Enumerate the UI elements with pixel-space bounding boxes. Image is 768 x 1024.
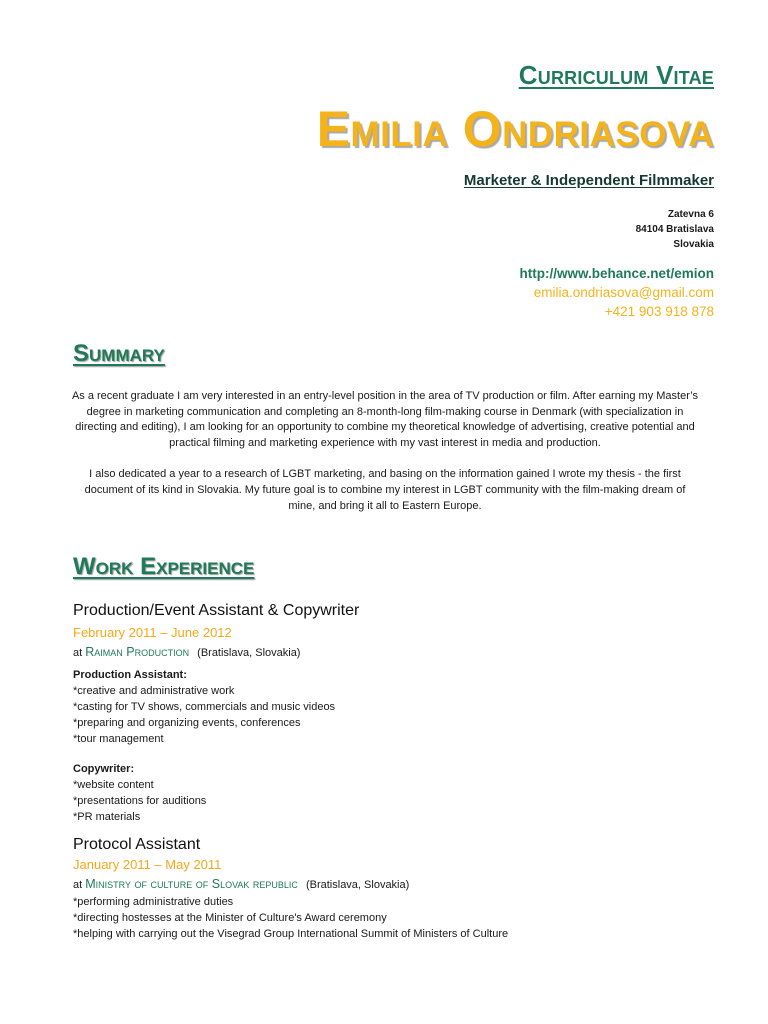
job-title: Protocol Assistant xyxy=(73,836,201,853)
employer-name: Ministry of culture of Slovak republic xyxy=(85,877,298,891)
duty-item: *PR materials xyxy=(73,811,141,823)
duty-item: *creative and administrative work xyxy=(73,685,235,697)
cv-heading: Curriculum Vitae xyxy=(518,60,714,90)
employer-name: Raiman Production xyxy=(85,645,190,659)
candidate-role: Marketer & Independent Filmmaker xyxy=(463,172,714,189)
job-employer xyxy=(73,645,300,659)
duty-item: *presentations for auditions xyxy=(73,795,207,807)
duty-block-protocol xyxy=(73,894,508,942)
duty-item: *tour management xyxy=(73,733,164,745)
duty-item: *preparing and organizing events, conferences xyxy=(73,717,301,729)
contact-block xyxy=(519,264,714,321)
duty-heading: Copywriter: xyxy=(73,763,135,775)
duty-item: *helping with carrying out the Visegrad Group International Summit of Ministers of Culture xyxy=(73,928,509,940)
employer-prefix: at xyxy=(73,647,83,659)
employer-location: (Bratislava, Slovakia) xyxy=(305,879,410,891)
job-dates: January 2011 – May 2011 xyxy=(73,857,222,872)
email-link[interactable]: emilia.ondriasova@gmail.com xyxy=(533,285,714,300)
address-street: Zatevna 6 xyxy=(667,209,714,220)
summary-paragraph-2: I also dedicated a year to a research of LGBT marketing, and basing on the information gained I wrote my thesis - the first document of its kind in Slovakia. My future goal is to combine my interest in LGBT community with the film-making dream of mine, and bring it all to Eastern Europe. xyxy=(84,468,686,512)
website-link[interactable]: http://www.behance.net/emion xyxy=(519,266,714,281)
work-experience-heading: Work Experience xyxy=(73,553,255,580)
duty-heading: Production Assistant: xyxy=(73,669,187,681)
job-dates: February 2011 – June 2012 xyxy=(73,625,232,640)
duty-item: *performing administrative duties xyxy=(73,896,234,908)
employer-location: (Bratislava, Slovakia) xyxy=(197,647,301,659)
summary-text xyxy=(70,389,700,530)
duty-item: *casting for TV shows, commercials and music videos xyxy=(73,701,336,713)
address-city: 84104 Bratislava xyxy=(635,224,714,235)
job-employer xyxy=(73,877,409,891)
phone-number: +421 903 918 878 xyxy=(604,304,714,319)
duty-item: *website content xyxy=(73,779,154,791)
address-country: Slovakia xyxy=(673,239,714,250)
duty-item: *directing hostesses at the Minister of Culture's Award ceremony xyxy=(73,912,387,924)
employer-prefix: at xyxy=(73,879,83,891)
candidate-name: Emilia Ondriasova xyxy=(316,101,714,157)
summary-paragraph-1: As a recent graduate I am very interested in an entry-level position in the area of TV production or film. After earning my Master’s degree in marketing communication and completing an 8-month-long film-making course in Denmark (with specialization in directing and editing), I am looking for an opportunity to combine my theoretical knowledge of advertising, creative potential and practical filming and marketing experience with my vast interest in media and production. xyxy=(71,390,699,449)
summary-heading: Summary xyxy=(73,340,165,367)
postal-address xyxy=(636,207,714,252)
job-title: Production/Event Assistant & Copywriter xyxy=(73,602,360,619)
duty-block-production xyxy=(73,667,335,747)
duty-block-copywriter xyxy=(73,761,206,825)
